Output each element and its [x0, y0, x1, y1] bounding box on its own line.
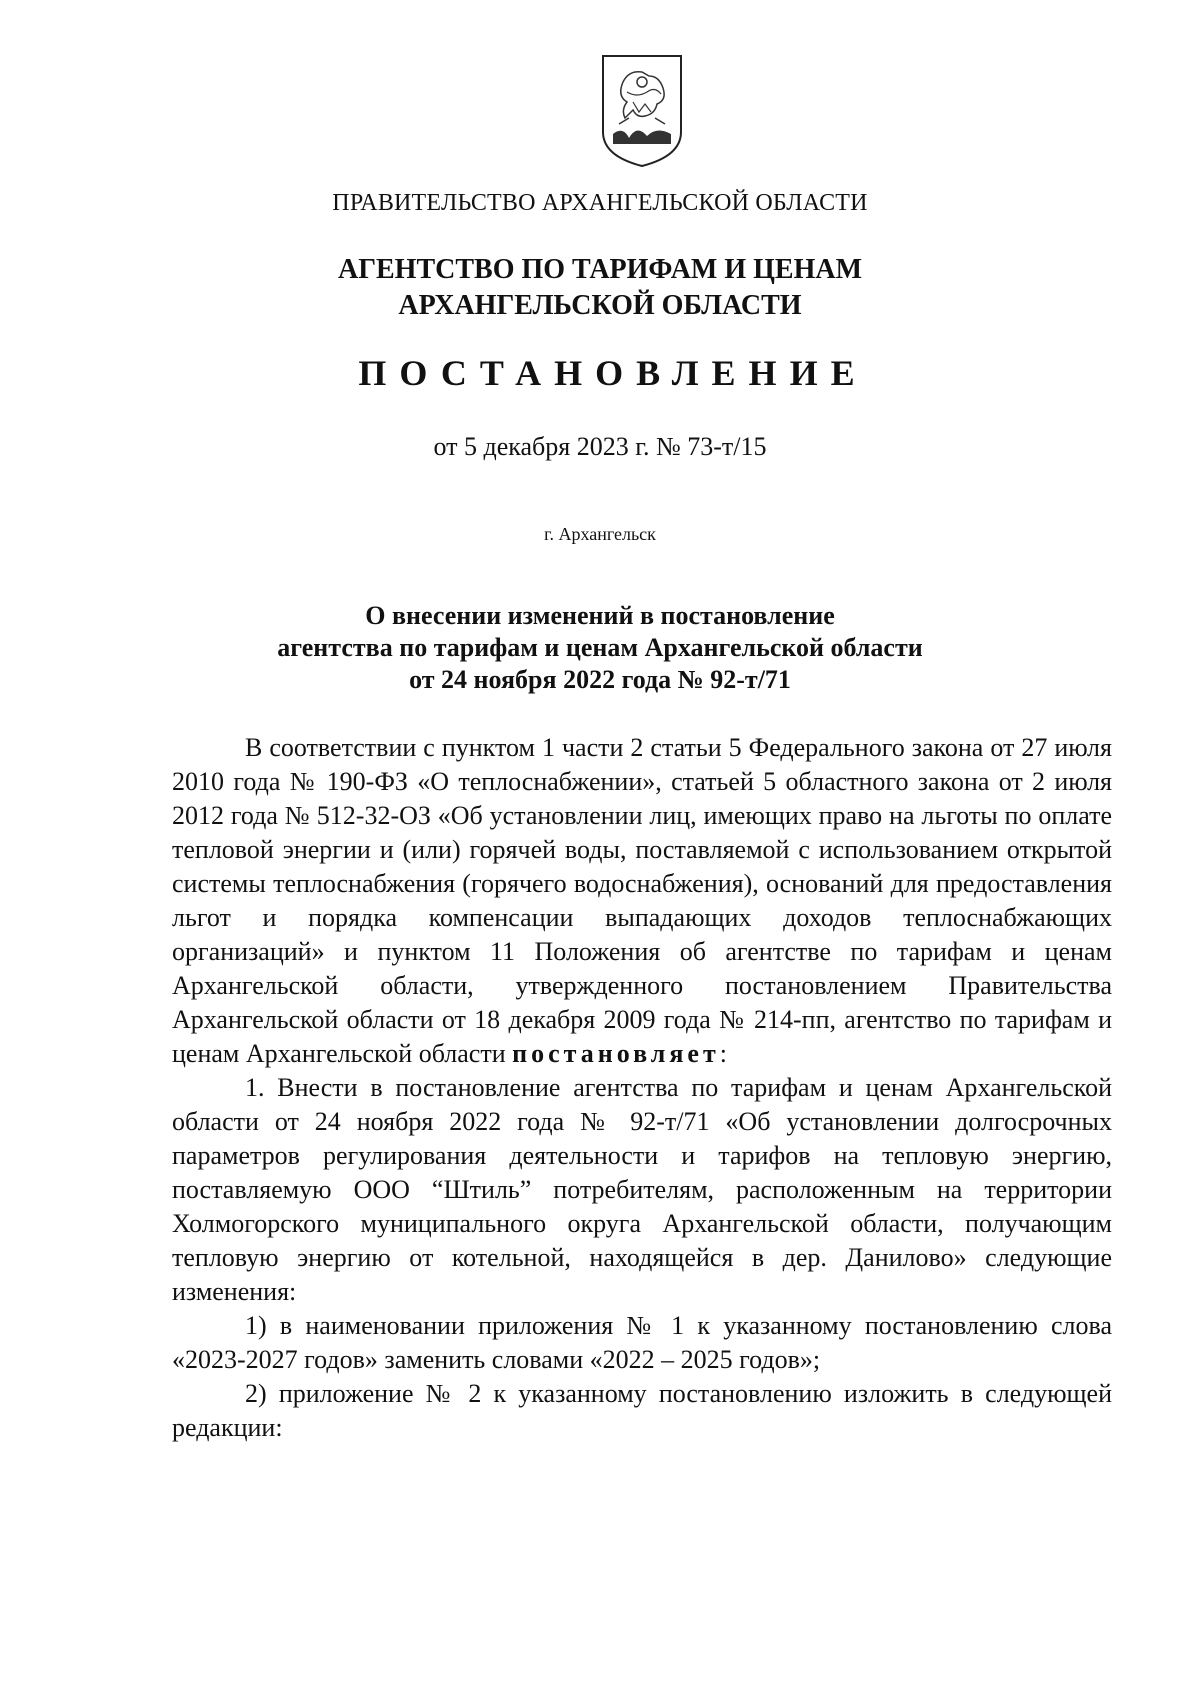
decree-word: постановляет — [512, 1039, 720, 1068]
preamble-paragraph — [172, 731, 1112, 1071]
item-1-subitem-1: 1) в наименовании приложения № 1 к указанному постановлению слова «2023-2027 годов» заменить словами «2022 – 2025 годов»; — [172, 1311, 1112, 1374]
document-city: г. Архангельск — [544, 524, 656, 544]
agency-name-line-2: АРХАНГЕЛЬСКОЙ ОБЛАСТИ — [398, 290, 802, 321]
coat-of-arms-emblem — [599, 52, 685, 170]
item-1-subitem-2: 2) приложение № 2 к указанному постановлению изложить в следующей редакции: — [172, 1379, 1112, 1442]
subject-line-1: О внесении изменений в постановление — [365, 601, 835, 630]
government-name: ПРАВИТЕЛЬСТВО АРХАНГЕЛЬСКОЙ ОБЛАСТИ — [332, 190, 868, 216]
subject-line-3: от 24 ноября 2022 года № 92-т/71 — [409, 665, 791, 694]
coat-of-arms-icon — [599, 52, 685, 170]
document-subject — [0, 600, 1200, 696]
document-type-title: ПОСТАНОВЛЕНИЕ — [358, 353, 868, 393]
document-date-number: от 5 декабря 2023 г. № 73-т/15 — [433, 432, 767, 461]
agency-name — [0, 252, 1200, 324]
item-1-paragraph: 1. Внести в постановление агентства по тарифам и ценам Архангельской области от 24 ноября 2022 года № 92-т/71 «Об установлении долгосрочных параметров регулирования деятельности и тарифов на тепловую энергию, поставляемую ООО “Штиль” потребителям, расположенным на территории Холмогорского муниципального округа Архангельской области, получающим тепловую энергию от котельной, находящейся в дер. Данилово» следующие изменения: — [172, 1073, 1112, 1306]
preamble-text: В соответствии с пунктом 1 части 2 статьи 5 Федерального закона от 27 июля 2010 года № 190-ФЗ «О теплоснабжении», статьей 5 областного закона от 2 июля 2012 года № 512-32-ОЗ «Об установлении лиц, имеющих право на льготы по оплате тепловой энергии и (или) горячей воды, поставляемой с использованием открытой системы теплоснабжения (горячего водоснабжения), оснований для предоставления льгот и порядка компенсации выпадающих доходов теплоснабжающих организаций» и пунктом 11 Положения об агентстве по тарифам и ценам Архангельской области, утвержденного постановлением Правительства Архангельской области от 18 декабря 2009 года № 214-пп, агентство по тарифам и ценам Архангельской области — [172, 733, 1112, 1068]
document-body — [172, 731, 1112, 1445]
decree-colon: : — [719, 1039, 727, 1068]
agency-name-line-1: АГЕНТСТВО ПО ТАРИФАМ И ЦЕНАМ — [337, 254, 863, 285]
subject-line-2: агентства по тарифам и ценам Архангельской области — [277, 633, 923, 662]
